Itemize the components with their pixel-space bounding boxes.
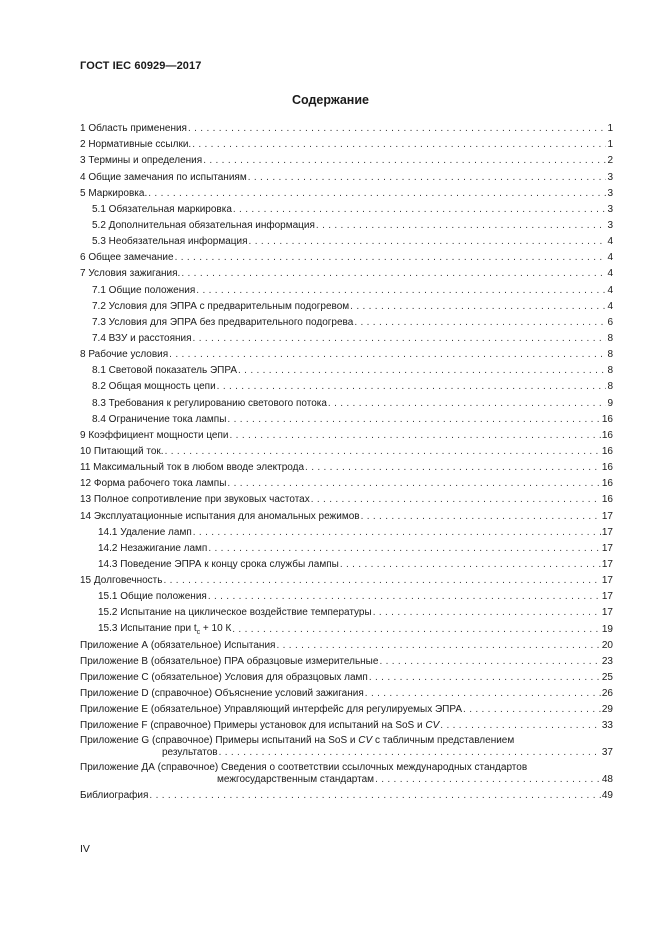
toc-entry[interactable] bbox=[80, 684, 613, 700]
toc-entry[interactable] bbox=[80, 361, 613, 377]
toc-page-number: 4 bbox=[607, 236, 613, 248]
toc-page-number: 33 bbox=[601, 720, 613, 732]
toc-entry-text: Приложение В (обязательное) ПРА образцовые измерительные bbox=[80, 655, 379, 667]
toc-entry[interactable] bbox=[80, 297, 613, 313]
toc-page-number: 3 bbox=[607, 187, 613, 199]
toc-entry-text: Приложение D (справочное) Объяснение условий зажигания bbox=[80, 688, 364, 700]
toc-page-number: 19 bbox=[601, 623, 613, 635]
dot-leader bbox=[375, 774, 601, 786]
dot-leader bbox=[328, 398, 607, 410]
toc-entry-text: 6 Общее замечание bbox=[80, 252, 174, 264]
toc-entry-text: Библиография bbox=[80, 790, 149, 802]
dot-leader bbox=[311, 494, 601, 506]
toc-page-number: 2 bbox=[607, 155, 613, 167]
toc-entry[interactable] bbox=[80, 135, 613, 151]
toc-page-number: 17 bbox=[601, 558, 613, 570]
toc-entry[interactable] bbox=[80, 200, 613, 216]
toc-entry[interactable] bbox=[80, 442, 613, 458]
toc-page-number: 37 bbox=[601, 747, 613, 759]
table-of-contents bbox=[80, 119, 613, 802]
toc-entry-text: 8.2 Общая мощность цепи bbox=[92, 381, 216, 393]
toc-page-number: 16 bbox=[601, 462, 613, 474]
toc-page-number: 9 bbox=[607, 397, 613, 409]
dot-leader bbox=[379, 656, 600, 668]
dot-leader bbox=[165, 446, 601, 458]
toc-entry-cont-text: межгосударственным стандартам bbox=[217, 774, 375, 786]
dot-leader bbox=[149, 790, 600, 802]
toc-entry-text: Приложение F (справочное) Примеры установок для испытаний на SoS и CV bbox=[80, 720, 440, 732]
dot-leader bbox=[369, 672, 601, 684]
toc-page-number: 3 bbox=[607, 171, 613, 183]
toc-entry[interactable] bbox=[80, 732, 613, 759]
toc-entry-text: 15.2 Испытание на циклическое воздействие температуры bbox=[98, 607, 372, 619]
toc-entry-text: 8.3 Требования к регулированию светового потока bbox=[92, 397, 327, 409]
toc-entry-text: 1 Область применения bbox=[80, 123, 187, 135]
toc-page-number: 8 bbox=[607, 332, 613, 344]
toc-entry-text: 5.3 Необязательная информация bbox=[92, 236, 248, 248]
toc-entry[interactable] bbox=[80, 587, 613, 603]
toc-entry[interactable] bbox=[80, 474, 613, 490]
toc-entry[interactable] bbox=[80, 151, 613, 167]
toc-page-number: 17 bbox=[601, 575, 613, 587]
toc-entry-text: 7 Условия зажигания. bbox=[80, 268, 181, 280]
toc-entry-text: Приложение ДА (справочное) Сведения о соответствии ссылочных международных стандартов bbox=[80, 762, 528, 774]
toc-entry[interactable] bbox=[80, 184, 613, 200]
toc-entry[interactable] bbox=[80, 377, 613, 393]
toc-page-number: 20 bbox=[601, 639, 613, 651]
page-title: Содержание bbox=[291, 93, 369, 107]
toc-page-number: 3 bbox=[607, 203, 613, 215]
toc-entry[interactable] bbox=[80, 555, 613, 571]
toc-entry-text: 15 Долговечность bbox=[80, 575, 163, 587]
dot-leader bbox=[219, 747, 601, 759]
toc-entry-text: 2 Нормативные ссылки. bbox=[80, 139, 192, 151]
dot-leader bbox=[227, 478, 600, 490]
dot-leader bbox=[196, 285, 606, 297]
toc-entry[interactable] bbox=[80, 652, 613, 668]
toc-entry[interactable] bbox=[80, 636, 613, 652]
toc-page-number: 16 bbox=[601, 494, 613, 506]
toc-entry-continuation bbox=[80, 774, 613, 786]
page-number: IV bbox=[80, 843, 90, 855]
toc-entry-text: 4 Общие замечания по испытаниям bbox=[80, 171, 247, 183]
subscript: c bbox=[196, 628, 201, 636]
toc-page-number: 29 bbox=[601, 704, 613, 716]
toc-entry[interactable] bbox=[80, 490, 613, 506]
dot-leader bbox=[148, 188, 606, 200]
dot-leader bbox=[193, 527, 601, 539]
toc-entry-cont-text: результатов bbox=[162, 747, 218, 759]
toc-entry-text: 5 Маркировка. bbox=[80, 187, 148, 199]
toc-entry[interactable] bbox=[80, 523, 613, 539]
toc-entry-text: 14.2 Незажигание ламп bbox=[98, 542, 208, 554]
toc-page-number: 49 bbox=[601, 790, 613, 802]
toc-entry-text: Приложение G (справочное) Примеры испытаний на SoS и CV с табличным представлением bbox=[80, 735, 515, 747]
toc-entry[interactable] bbox=[80, 313, 613, 329]
toc-page-number: 8 bbox=[607, 365, 613, 377]
dot-leader bbox=[193, 333, 607, 345]
toc-entry-text: Приложение Е (обязательное) Управляющий интерфейс для регулируемых ЭПРА bbox=[80, 704, 463, 716]
dot-leader bbox=[175, 252, 607, 264]
toc-page-number: 4 bbox=[607, 252, 613, 264]
toc-page-number: 4 bbox=[607, 284, 613, 296]
toc-entry[interactable] bbox=[80, 393, 613, 409]
toc-page-number: 8 bbox=[607, 381, 613, 393]
dot-leader bbox=[230, 430, 601, 442]
toc-entry-text: 13 Полное сопротивление при звуковых частотах bbox=[80, 494, 310, 506]
toc-page-number: 16 bbox=[601, 478, 613, 490]
toc-entry[interactable] bbox=[80, 264, 613, 280]
dot-leader bbox=[181, 268, 606, 280]
toc-entry-text: 3 Термины и определения bbox=[80, 155, 203, 167]
dot-leader bbox=[463, 704, 601, 716]
toc-entry-text: 11 Максимальный ток в любом вводе электрода bbox=[80, 462, 305, 474]
dot-leader bbox=[350, 301, 606, 313]
toc-entry[interactable] bbox=[80, 759, 613, 786]
toc-entry-text: 5.1 Обязательная маркировка bbox=[92, 203, 232, 215]
toc-page-number: 48 bbox=[601, 774, 613, 786]
standard-header: ГОСТ IEC 60929—2017 bbox=[80, 60, 202, 72]
toc-page-number: 4 bbox=[607, 300, 613, 312]
toc-page-number: 17 bbox=[601, 526, 613, 538]
toc-entry[interactable] bbox=[80, 700, 613, 716]
toc-entry-text: 14.3 Поведение ЭПРА к концу срока службы лампы bbox=[98, 558, 339, 570]
dot-leader bbox=[316, 220, 607, 232]
dot-leader bbox=[440, 720, 601, 732]
toc-entry-text: 14 Эксплуатационные испытания для аномальных режимов bbox=[80, 510, 360, 522]
toc-page-number: 3 bbox=[607, 219, 613, 231]
dot-leader bbox=[203, 155, 606, 167]
toc-page-number: 17 bbox=[601, 607, 613, 619]
toc-entry[interactable] bbox=[80, 426, 613, 442]
dot-leader bbox=[227, 414, 600, 426]
toc-page-number: 23 bbox=[601, 655, 613, 667]
toc-entry-text: 15.1 Общие положения bbox=[98, 591, 207, 603]
toc-entry-continuation bbox=[80, 747, 613, 759]
toc-entry-text: 9 Коэффициент мощности цепи bbox=[80, 429, 229, 441]
dot-leader bbox=[208, 591, 601, 603]
toc-entry[interactable] bbox=[80, 619, 613, 635]
dot-leader bbox=[208, 543, 601, 555]
toc-entry[interactable] bbox=[80, 216, 613, 232]
toc-page-number: 25 bbox=[601, 671, 613, 683]
toc-page-number: 17 bbox=[601, 591, 613, 603]
toc-entry[interactable] bbox=[80, 248, 613, 264]
toc-entry[interactable] bbox=[80, 668, 613, 684]
toc-page-number: 6 bbox=[607, 316, 613, 328]
toc-entry-text: 15.3 Испытание при $t_c + 10$ К bbox=[98, 622, 232, 636]
dot-leader bbox=[248, 172, 607, 184]
dot-leader bbox=[217, 381, 607, 393]
toc-entry[interactable] bbox=[80, 410, 613, 426]
toc-entry-text: 5.2 Дополнительная обязательная информация bbox=[92, 219, 315, 231]
toc-entry[interactable] bbox=[80, 119, 613, 135]
toc-page-number: 17 bbox=[601, 510, 613, 522]
toc-page-number: 16 bbox=[601, 413, 613, 425]
toc-entry-text: 7.3 Условия для ЭПРА без предварительного подогрева bbox=[92, 316, 354, 328]
toc-entry-text: 7.4 ВЗУ и расстояния bbox=[92, 332, 192, 344]
toc-entry[interactable] bbox=[80, 329, 613, 345]
toc-entry[interactable] bbox=[80, 539, 613, 555]
toc-entry-text: 12 Форма рабочего тока лампы bbox=[80, 478, 227, 490]
dot-leader bbox=[232, 624, 601, 636]
toc-entry-text: Приложение С (обязательное) Условия для образцовых ламп bbox=[80, 671, 368, 683]
toc-page-number: 4 bbox=[607, 268, 613, 280]
dot-leader bbox=[249, 236, 607, 248]
toc-entry-tail: + 10 К bbox=[200, 622, 232, 634]
toc-entry[interactable] bbox=[80, 280, 613, 296]
toc-entry-text: 8.1 Световой показатель ЭПРА bbox=[92, 365, 237, 377]
toc-entry[interactable] bbox=[80, 603, 613, 619]
toc-entry-text: 10 Питающий ток. bbox=[80, 445, 164, 457]
dot-leader bbox=[238, 365, 606, 377]
toc-entry-text: 8.4 Ограничение тока лампы bbox=[92, 413, 227, 425]
dot-leader bbox=[163, 575, 600, 587]
dot-leader bbox=[169, 349, 606, 361]
dot-leader bbox=[354, 317, 606, 329]
toc-entry[interactable] bbox=[80, 716, 613, 732]
toc-entry[interactable] bbox=[80, 458, 613, 474]
toc-entry-text: 7.1 Общие положения bbox=[92, 284, 196, 296]
dot-leader bbox=[276, 640, 600, 652]
toc-page-number: 26 bbox=[601, 688, 613, 700]
toc-entry[interactable] bbox=[80, 167, 613, 183]
dot-leader bbox=[373, 607, 601, 619]
dot-leader bbox=[365, 688, 601, 700]
toc-page-number: 1 bbox=[607, 123, 613, 135]
dot-leader bbox=[188, 123, 606, 135]
toc-entry[interactable] bbox=[80, 571, 613, 587]
toc-entry[interactable] bbox=[80, 345, 613, 361]
toc-page-number: 1 bbox=[607, 139, 613, 151]
toc-entry-text: Приложение А (обязательное) Испытания bbox=[80, 639, 276, 651]
dot-leader bbox=[305, 462, 601, 474]
toc-entry-text: 8 Рабочие условия bbox=[80, 349, 169, 361]
dot-leader bbox=[340, 559, 601, 571]
dot-leader bbox=[192, 139, 606, 151]
toc-entry-text: 7.2 Условия для ЭПРА с предварительным подогревом bbox=[92, 300, 350, 312]
toc-page-number: 16 bbox=[601, 429, 613, 441]
toc-entry-text: 14.1 Удаление ламп bbox=[98, 526, 192, 538]
toc-entry[interactable] bbox=[80, 232, 613, 248]
toc-entry[interactable] bbox=[80, 786, 613, 802]
toc-page-number: 17 bbox=[601, 542, 613, 554]
toc-page-number: 8 bbox=[607, 349, 613, 361]
toc-entry[interactable] bbox=[80, 506, 613, 522]
toc-page-number: 16 bbox=[601, 445, 613, 457]
dot-leader bbox=[361, 511, 601, 523]
dot-leader bbox=[233, 204, 607, 216]
